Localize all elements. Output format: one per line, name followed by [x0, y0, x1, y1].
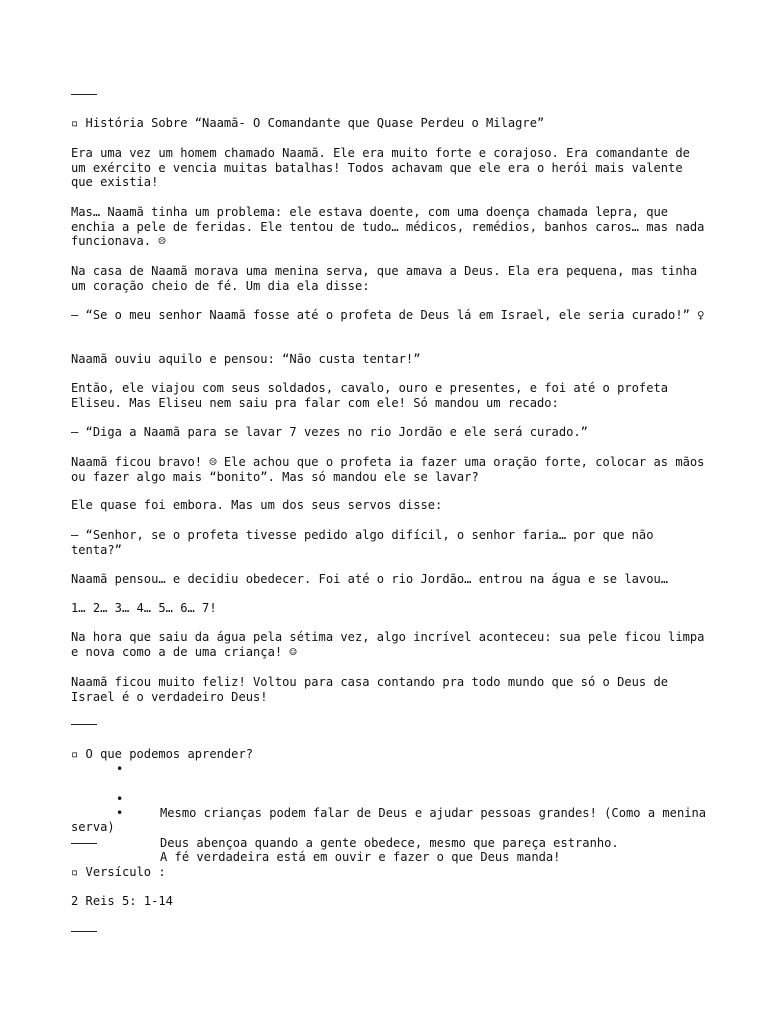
story-paragraph: Naamã ouviu aquilo e pensou: “Não custa tentar!”	[71, 352, 421, 366]
section-divider	[71, 724, 97, 725]
story-paragraph: Era uma vez um homem chamado Naamã. Ele era muito forte e corajoso. Era comandante de um exército e vencia muitas batalhas! Todos achavam que ele era o herói mais valente que existia!	[71, 146, 698, 190]
story-paragraph: Naamã pensou… e decidiu obedecer. Foi até o rio Jordão… entrou na água e se lavou…	[71, 572, 669, 586]
section-divider	[71, 843, 97, 844]
story-count: 1… 2… 3… 4… 5… 6… 7!	[71, 601, 217, 615]
bullet-icon: •	[116, 762, 124, 776]
lessons-heading: ▫ O que podemos aprender?	[71, 747, 254, 761]
story-quote: — “Senhor, se o profeta tivesse pedido algo difícil, o senhor faria… por que não tenta?”	[71, 528, 661, 557]
story-paragraph: Mas… Naamã tinha um problema: ele estava doente, com uma doença chamada lepra, que enchia a pele de feridas. Ele tentou de tudo… médicos, remédios, banhos caros… mas nada funcionava. ☹	[71, 205, 712, 249]
section-divider	[71, 94, 97, 95]
story-paragraph: Então, ele viajou com seus soldados, cavalo, ouro e presentes, e foi até o profeta Eliseu. Mas Eliseu nem saiu pra falar com ele! Só mandou um recado:	[71, 381, 676, 410]
lesson-text: Mesmo crianças podem falar de Deus e ajudar pessoas grandes! (Como a menina serva)	[71, 805, 714, 835]
story-paragraph: Naamã ficou bravo! ☹ Ele achou que o profeta ia fazer uma oração forte, colocar as mãos ou fazer algo mais “bonito”. Mas só mandou ele se lavar?	[71, 455, 712, 484]
story-quote: — “Diga a Naamã para se lavar 7 vezes no rio Jordão e ele será curado.”	[71, 425, 588, 439]
story-title: ▫ História Sobre “Naamã- O Comandante que Quase Perdeu o Milagre”	[71, 116, 545, 130]
bullet-icon: •	[116, 806, 124, 820]
story-paragraph: Na hora que saiu da água pela sétima vez, algo incrível aconteceu: sua pele ficou limpa e nova como a de uma criança! ☺	[71, 630, 712, 659]
lesson-text: A fé verdadeira está em ouvir e fazer o que Deus manda!	[160, 849, 561, 864]
story-paragraph: Naamã ficou muito feliz! Voltou para casa contando pra todo mundo que só o Deus de Israel é o verdadeiro Deus!	[71, 675, 676, 704]
bullet-icon: •	[116, 792, 124, 806]
story-paragraph: Na casa de Naamã morava uma menina serva, que amava a Deus. Ela era pequena, mas tinha um coração cheio de fé. Um dia ela disse:	[71, 264, 705, 293]
lesson-item	[71, 805, 714, 894]
verse-reference: 2 Reis 5: 1-14	[71, 894, 173, 908]
section-divider	[71, 931, 97, 932]
lesson-text: Deus abençoa quando a gente obedece, mesmo que pareça estranho.	[160, 835, 619, 850]
story-paragraph: Ele quase foi embora. Mas um dos seus servos disse:	[71, 498, 443, 512]
verse-heading: ▫ Versículo :	[71, 865, 166, 879]
story-quote: — “Se o meu senhor Naamã fosse até o profeta de Deus lá em Israel, ele seria curado!” ♀	[71, 308, 705, 322]
